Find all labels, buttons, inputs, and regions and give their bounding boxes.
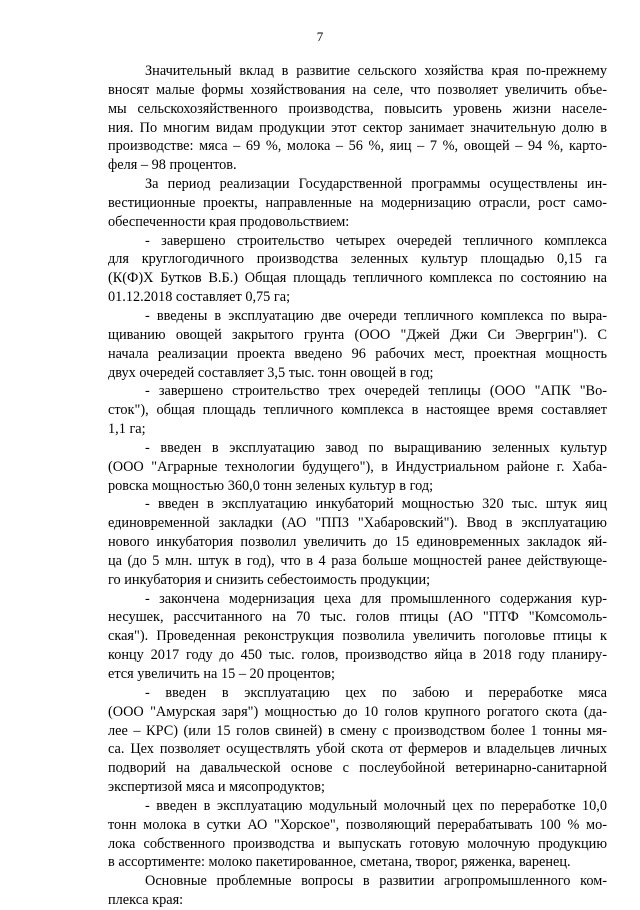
text-line: (К(Ф)Х Бутков В.Б.) Общая площадь тепличного комплекса по состоянию на bbox=[108, 270, 607, 287]
text-line: феля – 98 процентов. bbox=[108, 157, 237, 174]
text-line: - завершено строительство четырех очередей тепличного комплекса bbox=[145, 232, 607, 249]
text-line: ровска мощностью 360,0 тонн зеленых культур в год; bbox=[108, 477, 434, 494]
text-line: 1,1 га; bbox=[108, 421, 146, 438]
text-line: сток"), общая площадь тепличного комплекса в настоящее время составляет bbox=[108, 402, 607, 419]
text-line: - закончена модернизация цеха для промышленного содержания кур- bbox=[145, 590, 607, 607]
text-line: - введен в эксплуатацию инкубаторий мощностью 320 тыс. штук яиц bbox=[145, 496, 607, 513]
text-line: подворий на давальческой основе с послеубойной ветеринарно-санитарной bbox=[108, 760, 607, 777]
text-line: - введен в эксплуатацию модульный молочный цех по переработке 10,0 bbox=[145, 797, 607, 814]
text-line: ется увеличить на 15 – 20 процентов; bbox=[108, 666, 335, 682]
text-line: ская"). Проведенная реконструкция позволила увеличить поголовье птицы к bbox=[108, 628, 607, 645]
text-line: - завершено строительство трех очередей теплицы (ООО "АПК "Во- bbox=[145, 383, 607, 400]
text-line: мы сельскохозяйственного производства, повысить уровень жизни населе- bbox=[108, 100, 607, 117]
text-line: щиванию овощей закрытого грунта (ООО "Джей Джи Си Эвергрин"). С bbox=[108, 326, 607, 343]
text-line: экспертизой мяса и мясопродуктов; bbox=[108, 779, 325, 796]
text-line: го инкубатория и снизить себестоимость продукции; bbox=[108, 571, 431, 588]
text-line: начала реализации проекта введено 96 рабочих мест, проектная мощность bbox=[108, 345, 607, 362]
page-number: 7 bbox=[316, 29, 324, 44]
text-line: концу 2017 году до 450 тыс. голов, производство яйца в 2018 году планиру- bbox=[108, 647, 607, 664]
text-line: тонн молока в сутки АО "Хорское", позволяющий перерабатывать 100 % мо- bbox=[108, 816, 607, 833]
text-line: Значительный вклад в развитие сельского хозяйства края по-прежнему bbox=[145, 63, 607, 79]
document-body bbox=[108, 62, 607, 910]
text-line: вестиционные проекты, направленные на модернизацию отрасли, рост само- bbox=[108, 194, 607, 211]
text-line: обеспеченности края продовольствием: bbox=[108, 213, 350, 230]
text-line: для круглогодичного производства зеленных культур площадью 0,15 га bbox=[108, 251, 607, 268]
text-line: - введен в эксплуатацию цех по забою и переработке мяса bbox=[145, 684, 607, 701]
text-line: (ООО "Амурская заря") мощностью до 10 голов крупного рогатого скота (да- bbox=[108, 703, 607, 720]
text-line: нового инкубатория позволил увеличить до 15 единовременных закладок яй- bbox=[108, 534, 607, 551]
text-line: 01.12.2018 составляет 0,75 га; bbox=[108, 289, 291, 306]
text-line: - введены в эксплуатацию две очереди тепличного комплекса по выра- bbox=[145, 307, 607, 324]
text-line: ния. По многим видам продукции этот сектор занимает значительную долю в bbox=[108, 119, 607, 136]
text-line: (ООО "Аграрные технологии будущего"), в Индустриальном районе г. Хаба- bbox=[108, 458, 607, 475]
text-line: лее – КРС) (или 15 голов свиней) в смену с производством более 1 тонны мя- bbox=[108, 722, 607, 739]
text-line: единовременной закладки (АО "ППЗ "Хабаровский"). Ввод в эксплуатацию bbox=[108, 515, 607, 532]
text-line: са. Цех позволяет осуществлять убой скота от фермеров и владельцев личных bbox=[108, 741, 607, 758]
text-line: Основные проблемные вопросы в развитии агропромышленного ком- bbox=[145, 873, 607, 890]
text-line: вносят малые формы хозяйствования на селе, что позволяет увеличить объе- bbox=[108, 81, 607, 98]
text-line: несушек, рассчитанного на 70 тыс. голов птицы (АО "ПТФ "Комсомоль- bbox=[108, 609, 607, 626]
text-line: За период реализации Государственной программы осуществлены ин- bbox=[145, 176, 607, 193]
text-line: в ассортименте: молоко пакетированное, сметана, творог, ряженка, варенец. bbox=[108, 854, 571, 871]
text-line: ца (до 5 млн. штук в год), что в 4 раза больше мощностей ранее действующе- bbox=[108, 552, 607, 569]
text-line: плекса края: bbox=[108, 892, 184, 909]
text-line: производстве: мяса – 69 %, молока – 56 %, яиц – 7 %, овощей – 94 %, карто- bbox=[108, 138, 607, 155]
text-line: - введен в эксплуатацию завод по выращиванию зеленных культур bbox=[145, 439, 607, 456]
text-line: лока собственного производства и выпускать готовую молочную продукцию bbox=[108, 835, 607, 852]
text-line: двух очередей составляет 3,5 тыс. тонн овощей в год; bbox=[108, 364, 434, 381]
